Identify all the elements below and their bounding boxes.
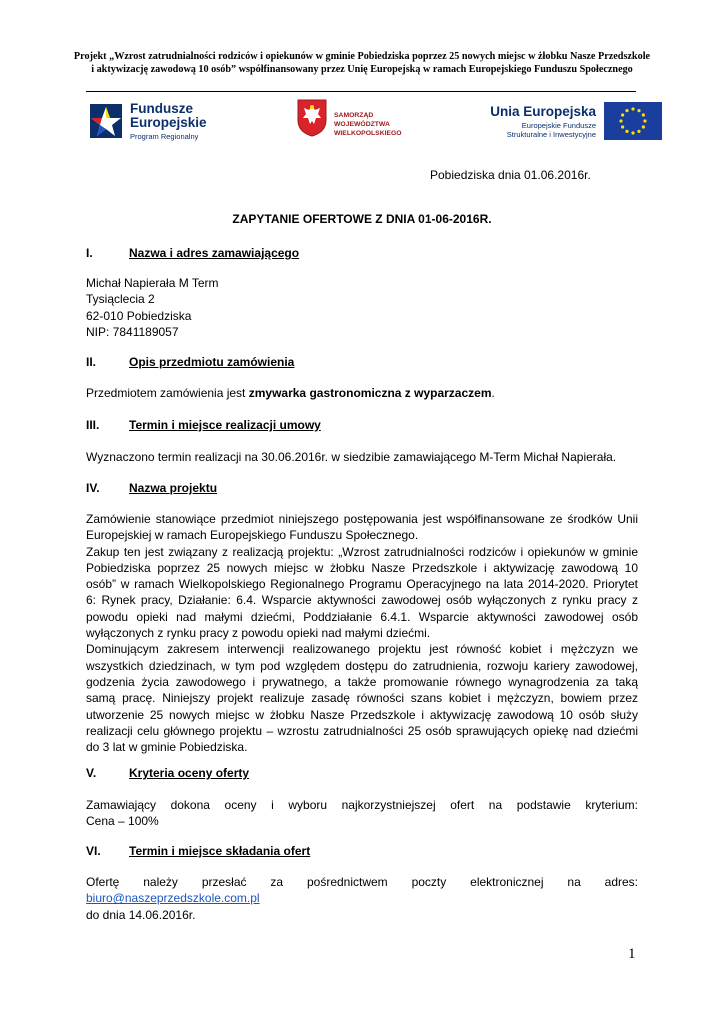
section-number: II. [86,355,97,369]
header-line-2: i aktywizację zawodową 10 osób” współfinansowany przez Unię Europejską w ramach Europejskiego Funduszu Społecznego [91,64,633,75]
subject-paragraph [86,385,638,401]
logo-bar [86,96,662,146]
buyer-nip: NIP: 7841189057 [86,324,179,339]
term-paragraph: Wyznaczono termin realizacji na 30.06.2016r. w siedzibie zamawiającego M-Term Michał Napierała. [86,450,617,464]
eu-star [619,119,622,122]
fundusze-europejskie-logo [86,96,236,146]
section-3-heading [86,418,321,432]
criteria-line: Cena – 100% [86,814,159,829]
eu-star [642,113,645,116]
subject-item: zmywarka gastronomiczna z wyparzaczem [248,386,492,400]
page-number: 1 [628,946,636,962]
eu-star [621,125,624,128]
section-2-heading [86,355,294,369]
eu-star [637,130,640,133]
eu-title: Unia Europejska [490,104,596,119]
buyer-city: 62-010 Pobiedziska [86,308,192,323]
unia-europejska-logo [490,96,662,146]
wlkp-eagle-shield-icon [296,98,328,138]
project-line: utworzenie 25 nowych miejsc w żłobku Nasze Przedszkole i aktywizację zawodową 10 osób służy [86,707,638,722]
fe-star-icon [86,98,126,142]
project-line: wszystkich dziedzinach, w tym pod względem dostępu do zatrudnienia, rozwoju kariery zawodowej, [86,658,638,673]
eu-star [625,109,628,112]
eu-flag-icon [604,102,662,140]
eu-star [631,107,634,110]
buyer-address [86,275,638,340]
project-paragraph [86,511,638,755]
project-line: wyłączonych z rynku pracy z powodu opieki nad małymi dziećmi. [86,626,431,641]
project-line: do 3 lat w gminie Pobiedziska. [86,740,248,755]
project-line: Pobiedziska poprzez 25 nowych miejsc w żłobku Nasze Przedszkole i aktywizację zawodową 10 [86,560,638,575]
document-date: Pobiedziska dnia 01.06.2016r. [430,168,591,182]
section-number: III. [86,418,100,432]
section-1-heading [86,246,299,260]
project-line: realizacji celu głównego projektu – wzrostu zatrudnialności 25 osób sprawujących opiekę nad dziećmi [86,723,638,738]
submission-line: Ofertę należy przesłać za pośrednictwem poczty elektronicznej na adres: [86,875,638,889]
section-4-heading [86,481,217,495]
buyer-name: Michał Napierała M Term [86,276,219,290]
section-6-heading [86,844,310,858]
fe-line-2: Europejskie [130,115,207,130]
criteria-line: Zamawiający dokona oceny i wyboru najkorzystniejszej ofert na podstawie kryterium: [86,798,638,812]
project-line: Zamówienie stanowiące przedmiot niniejszego postępowania jest współfinansowane ze środków Unii [86,512,638,526]
project-line: osób” w ramach Wielkopolskiego Regionalnego Programu Operacyjnego na lata 2014-2020. Priorytet [86,577,638,592]
buyer-street: Tysiąclecia 2 [86,292,155,307]
section-number: VI. [86,844,101,858]
eu-sub-line-1: Europejskie Fundusze [521,121,596,130]
submission-paragraph [86,874,638,923]
criteria-paragraph [86,797,638,830]
section-title: Kryteria oceny oferty [129,766,250,780]
project-line: samą pracę. Niniejszy projekt realizuje zasadę równości szans kobiet i mężczyzn, bowiem przez [86,691,638,706]
email-link[interactable]: biuro@naszeprzedszkole.com.pl [86,891,260,906]
section-number: I. [86,246,93,260]
fe-line-1: Fundusze [130,101,193,116]
section-title: Nazwa projektu [129,481,218,495]
project-line: Zakup ten jest związany z realizacją projektu: „Wzrost zatrudnialności rodziców i opiekunów w gminie [86,544,638,559]
deadline-line: do dnia 14.06.2016r. [86,907,196,922]
wielkopolska-logo [296,96,426,146]
wlkp-line-2: WIELKOPOLSKIEGO [334,130,402,137]
eu-star [621,113,624,116]
subject-suffix: . [491,386,495,400]
document-title: ZAPYTANIE OFERTOWE Z DNIA 01-06-2016R. [232,212,492,226]
project-line: powodu opieki nad małymi dziećmi, Poddziałanie 6.4.1. Wsparcie aktywności zawodowej osób [86,609,638,624]
wlkp-line-1: SAMORZĄD WOJEWÓDZTWA [334,112,390,128]
section-title: Termin i miejsce składania ofert [129,844,311,858]
document-header [70,50,654,76]
project-line: 6: Rynek pracy, Działanie: 6.4. Wsparcie aktywności zawodowej osób wyłączonych z rynku pracy z [86,593,638,608]
section-number: IV. [86,481,100,495]
eu-star [625,130,628,133]
section-title: Opis przedmiotu zamówienia [129,355,295,369]
header-line-1: Projekt „Wzrost zatrudnialności rodziców i opiekunów w gminie Pobiedziska poprzez 25 nowych miejsc w żłobku Nasze Przedszkole [73,51,651,62]
eu-star [643,119,646,122]
header-divider [86,91,636,92]
section-number: V. [86,766,97,780]
eu-sub-line-2: Strukturalne i Inwestycyjne [506,130,596,139]
section-title: Termin i miejsce realizacji umowy [129,418,321,432]
section-5-heading [86,766,249,780]
eu-star [637,109,640,112]
project-line: godzenia życia zawodowego i prywatnego, a także promowanie równego wynagrodzenia za taką [86,674,638,689]
project-line: Dominującym zakresem interwencji realizowanego projektu jest równość kobiet i mężczyzn we [86,642,638,657]
eu-star [642,125,645,128]
eu-star [631,131,634,134]
project-line: Europejskiej w ramach Europejskiego Funduszu Społecznego. [86,528,419,543]
fe-subtitle: Program Regionalny [130,132,199,141]
subject-prefix: Przedmiotem zamówienia jest [86,386,249,400]
section-title: Nazwa i adres zamawiającego [129,246,300,260]
